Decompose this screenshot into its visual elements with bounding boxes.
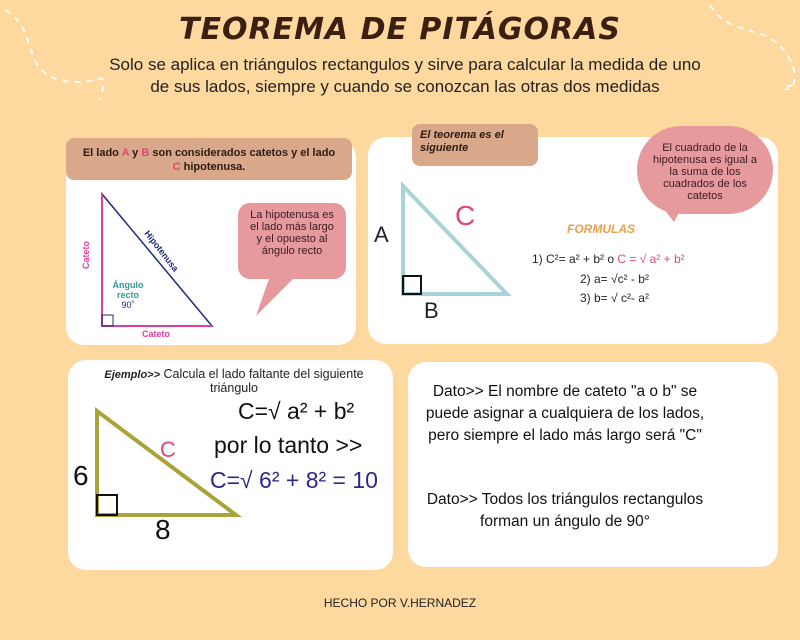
formula-3: 3) b= √ c²- a² xyxy=(580,291,649,305)
card-teorema-header: El teorema es el siguiente xyxy=(412,124,538,166)
label-cateto-vertical: Cateto xyxy=(81,240,92,270)
card-catetos-header: El lado A y B son considerados catetos y el lado C hipotenusa. xyxy=(66,138,352,180)
dato-1: Dato>> El nombre de cateto "a o b" se puede asignar a cualquiera de los lados, pero siempre el lado más largo será "C" xyxy=(425,383,705,444)
intro-line-2: de sus lados, siempre y cuando se conozcan las otras dos medidas xyxy=(150,77,660,96)
bubble-hipotenusa-tail xyxy=(250,276,310,320)
label-side-b: B xyxy=(424,298,439,323)
intro-text xyxy=(60,54,750,98)
bubble-teorema-tail xyxy=(648,196,698,226)
label-side-c: C xyxy=(455,200,476,231)
label-side-6: 6 xyxy=(73,460,89,491)
formula-2: 2) a= √c² - b² xyxy=(580,272,649,286)
label-side-c-ejemplo: C xyxy=(160,437,176,462)
footer-credit: HECHO POR V.HERNADEZ xyxy=(323,596,477,610)
label-side-a: A xyxy=(374,222,389,247)
triangle-catetos-diagram xyxy=(80,188,230,348)
label-angulo-recto: Ángulo recto 90˚ xyxy=(112,280,144,310)
triangle-teorema-diagram xyxy=(395,180,515,300)
formula-1: 1) C²= a² + b² o C = √ a² + b² xyxy=(532,252,685,266)
page-title: TEOREMA DE PITÁGORAS xyxy=(179,12,621,47)
bubble-teorema: El cuadrado de la hipotenusa es igual a la suma de los cuadrados de los catetos xyxy=(637,126,773,214)
equation-1: C=√ a² + b² xyxy=(238,398,355,424)
equation-3: C=√ 6² + 8² = 10 xyxy=(210,467,378,493)
label-cateto-horizontal: Cateto xyxy=(142,329,171,339)
label-side-8: 8 xyxy=(155,514,171,545)
right-angle-marker-ejemplo xyxy=(97,495,117,515)
equation-2: por lo tanto >> xyxy=(214,432,363,458)
dato-2: Dato>> Todos los triángulos rectangulos forman un ángulo de 90° xyxy=(426,491,704,530)
ejemplo-prompt: Ejemplo>> Calcula el lado faltante del siguiente triángulo xyxy=(104,367,364,395)
bubble-hipotenusa: La hipotenusa es el lado más largo y el opuesto al ángulo recto xyxy=(238,203,346,279)
formulas-title: FORMULAS xyxy=(567,222,635,236)
right-angle-marker-teorema xyxy=(403,276,421,294)
triangle-ejemplo-diagram xyxy=(90,405,250,525)
label-hipotenusa: Hipotenusa xyxy=(142,228,181,274)
right-angle-marker xyxy=(102,315,113,326)
intro-line-1: Solo se aplica en triángulos rectangulos y sirve para calcular la medida de uno xyxy=(109,55,701,74)
